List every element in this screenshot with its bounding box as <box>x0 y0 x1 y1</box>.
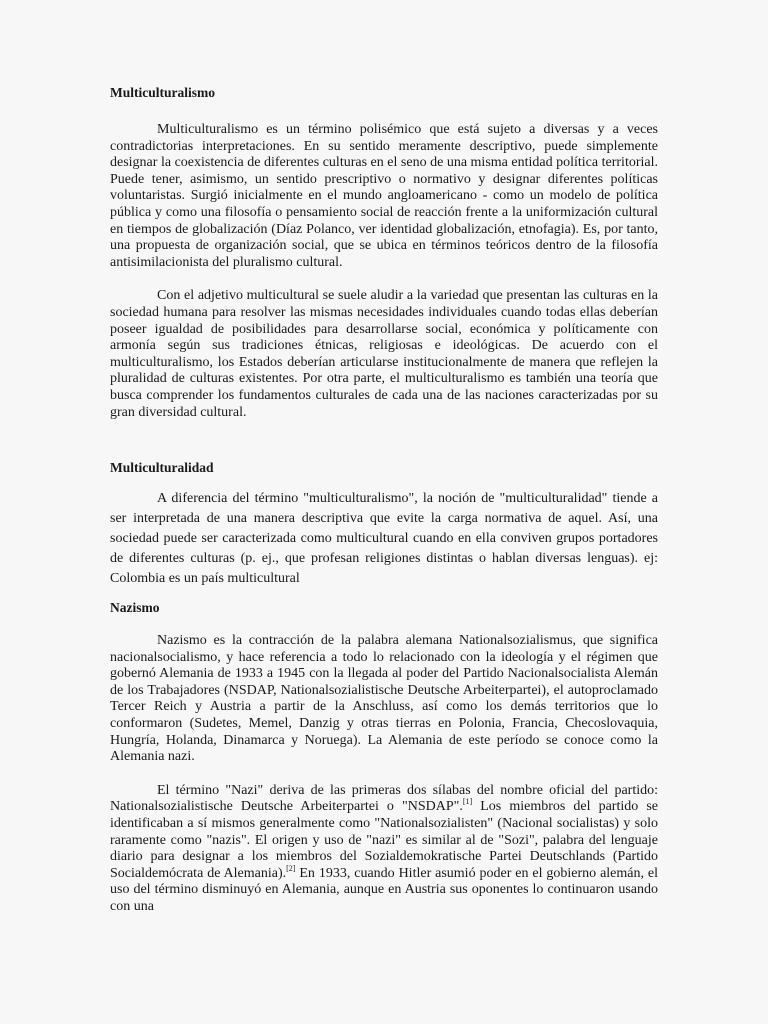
paragraph-nazismo-2 <box>110 783 658 916</box>
paragraph-multiculturalismo-2: Con el adjetivo multicultural se suele aludir a la variedad que presentan las culturas en la sociedad humana para resolver las mismas necesidades individuales cuando todas ellas deberían poseer igualdad de posibilidades para desarrollarse social, económica y políticamente con armonía según sus tradiciones étnicas, religiosas e ideológicas. De acuerdo con el multiculturalismo, los Estados deberían articularse institucionalmente de manera que reflejen la pluralidad de culturas existentes. Por otra parte, el multiculturalismo es también una teoría que busca comprender los fundamentos culturales de cada una de las naciones caracterizadas por su gran diversidad cultural. <box>110 288 658 420</box>
paragraph-nazismo-2-part1: El término "Nazi" deriva de las primeras dos sílabas del nombre oficial del partido: Nationalsozialistische Deutsche Arbeiterpartei o "NSDAP". <box>110 782 658 815</box>
heading-multiculturalismo: Multiculturalismo <box>110 85 215 100</box>
section-nazismo <box>110 599 658 916</box>
paragraph-nazismo-2-part3: En 1933, cuando Hitler asumió poder en el gobierno alemán, el uso del término disminuyó en Alemania, aunque en Austria sus oponentes lo continuaron usando con una <box>110 865 658 914</box>
paragraph-nazismo-2-part2: Los miembros del partido se identificaban a sí mismos generalmente como "Nationalsozialisten" (Nacional socialistas) y solo raramente como "nazis". El origen y uso de "nazi" es similar al de "Sozi", palabra del lenguaje diario para designar a los miembros del Sozialdemokratische Partei Deutschlands (Partido Socialdemócrata de Alemania). <box>110 799 658 881</box>
heading-multiculturalidad: Multiculturalidad <box>110 460 214 475</box>
paragraph-nazismo-1: Nazismo es la contracción de la palabra alemana Nationalsozialismus, que significa nacionalsocialismo, y hace referencia a todo lo relacionado con la ideología y el régimen que gobernó Alemania de 1933 a 1945 con la llegada al poder del Partido Nacionalsocialista Alemán de los Trabajadores (NSDAP, Nationalsozialistische Deutsche Arbeiterpartei), el autoproclamado Tercer Reich y Austria a partir de la Anschluss, así como los demás territorios que lo conformaron (Sudetes, Memel, Danzig y otras tierras en Polonia, Francia, Checoslovaquia, Hungría, Holanda, Dinamarca y Noruega). La Alemania de este período se conoce como la Alemania nazi. <box>110 633 658 765</box>
paragraph-multiculturalidad: A diferencia del término "multiculturalismo", la noción de "multiculturalidad" tiende a ser interpretada de una manera descriptiva que evite la carga normativa de aquel. Así, una sociedad puede ser caracterizada como multicultural cuando en ella conviven grupos portadores de diferentes culturas (p. ej., que profesan religiones distintas o hablan diversas lenguas). ej: Colombia es un país multicultural <box>110 491 658 586</box>
section-multiculturalidad <box>110 459 658 589</box>
paragraph-multiculturalismo-1: Multiculturalismo es un término polisémico que está sujeto a diversas y a veces contradictorias interpretaciones. En su sentido meramente descriptivo, puede simplemente designar la coexistencia de diferentes culturas en el seno de una misma entidad política territorial. Puede tener, asimismo, un sentido prescriptivo o normativo y designar diferentes políticas voluntaristas. Surgió inicialmente en el mundo angloamericano - como un modelo de política pública y como una filosofía o pensamiento social de reacción frente a la uniformización cultural en tiempos de globalización (Díaz Polanco, ver identidad globalización, etnofagia). Es, por tanto, una propuesta de organización social, que se ubica en términos teóricos dentro de la filosofía antisimilacionista del pluralismo cultural. <box>110 122 658 270</box>
reference-2[interactable]: [2] <box>286 863 296 873</box>
section-multiculturalismo <box>110 84 658 421</box>
heading-nazismo: Nazismo <box>110 600 160 615</box>
reference-1[interactable]: [1] <box>462 797 473 807</box>
